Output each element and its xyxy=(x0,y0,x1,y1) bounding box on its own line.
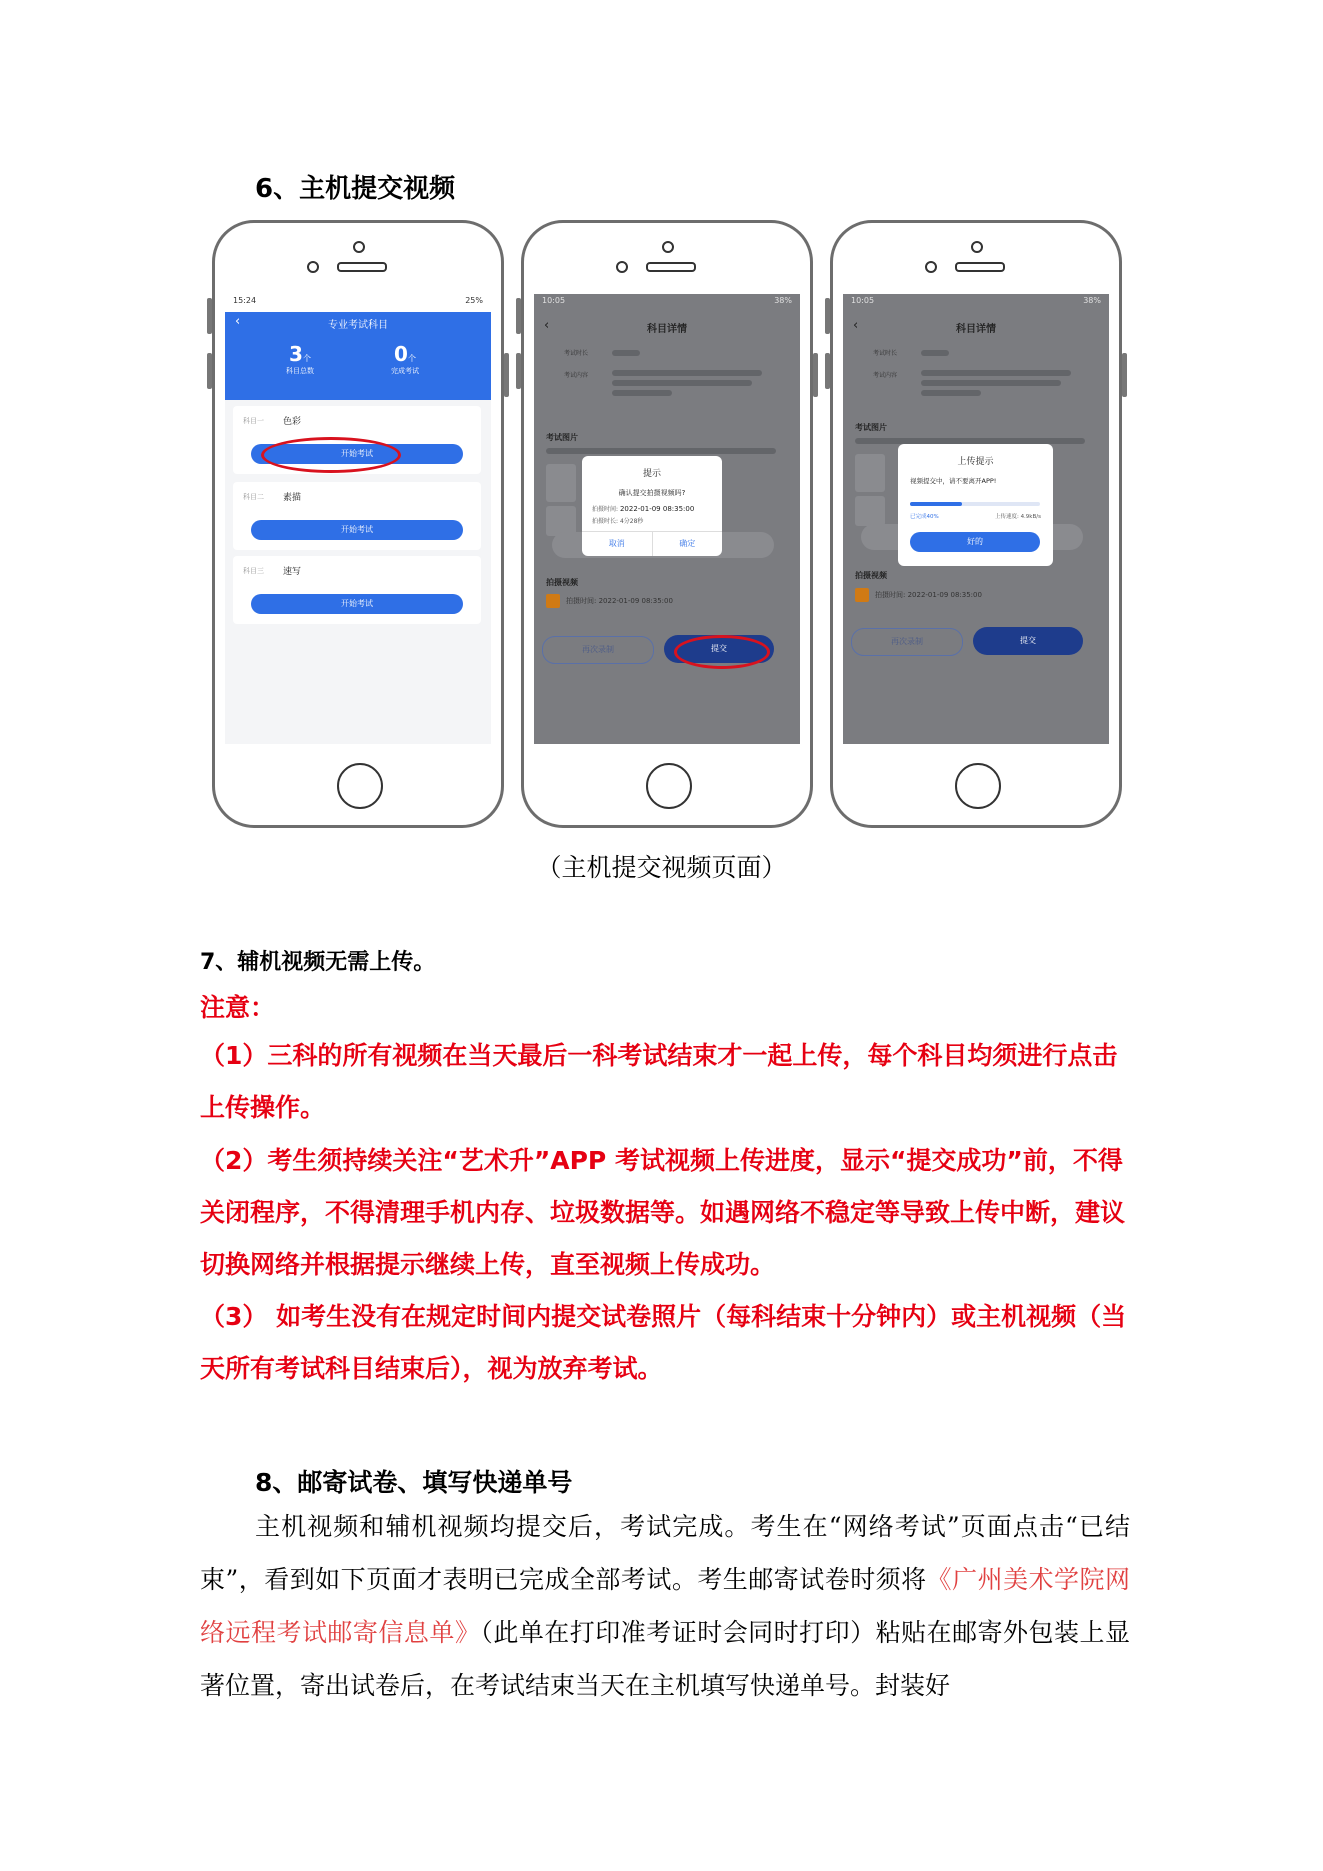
dialog-cancel-button[interactable]: 取消 xyxy=(582,532,653,556)
screen-subject-detail xyxy=(534,294,800,744)
section-8-paragraph xyxy=(200,1500,1130,1712)
done-count: 0 xyxy=(394,342,408,366)
battery-level: 38% xyxy=(1083,296,1101,305)
camera-icon xyxy=(662,241,674,253)
back-arrow-icon[interactable]: ‹ xyxy=(235,314,241,329)
dialog-length-label: 拍摄时长: xyxy=(592,518,619,525)
status-time: 15:24 xyxy=(233,296,257,305)
dialog-title: 上传提示 xyxy=(957,457,994,467)
start-exam-button[interactable]: 开始考试 xyxy=(251,444,463,464)
total-count: 3 xyxy=(289,342,303,366)
info-sheet-reference: 《广州美术学院网络远程考试邮寄信息单》 xyxy=(200,1565,1130,1647)
dialog-message: 视频提交中，请不要离开APP! xyxy=(910,477,997,485)
page-title: 科目详情 xyxy=(956,324,996,335)
page-title: 专业考试科目 xyxy=(328,320,388,331)
speed-label: 上传速度: xyxy=(994,514,1019,520)
dialog-message: 确认提交拍摄视频吗? xyxy=(618,489,686,497)
video-time-label: 拍摄时间: xyxy=(566,597,597,605)
section-6-title: 6、主机提交视频 xyxy=(255,174,456,204)
section-video: 拍摄视频 xyxy=(546,578,578,587)
video-row xyxy=(546,594,673,608)
total-unit: 个 xyxy=(302,354,311,363)
upload-progress-bar xyxy=(910,502,1040,506)
note-item-1: （1）三科的所有视频在当天最后一科考试结束才一起上传，每个科目均须进行点击上传操作。 xyxy=(200,1041,1118,1122)
section-exam-photos: 考试图片 xyxy=(855,423,887,432)
screen-subject-detail xyxy=(843,294,1109,744)
status-time: 10:05 xyxy=(851,296,875,305)
subject-name: 素描 xyxy=(283,493,302,503)
subject-name: 色彩 xyxy=(283,417,302,427)
subject-tag: 科目三 xyxy=(243,567,264,575)
ok-button[interactable]: 好的 xyxy=(910,532,1040,552)
note-title: 注意： xyxy=(200,993,276,1022)
header-panel xyxy=(225,294,491,400)
back-arrow-icon[interactable]: ‹ xyxy=(544,318,550,333)
subject-card xyxy=(233,482,481,550)
subject-card xyxy=(233,556,481,624)
video-time-label: 拍摄时间: xyxy=(875,591,906,599)
dialog-confirm-button[interactable]: 确定 xyxy=(679,539,696,548)
exam-duration-label: 考试时长 xyxy=(564,350,589,357)
status-bar xyxy=(534,294,800,312)
exam-duration-label: 考试时长 xyxy=(873,350,898,357)
submit-button[interactable]: 提交 xyxy=(973,627,1083,655)
camera-icon xyxy=(971,241,983,253)
done-label: 完成考试 xyxy=(391,367,419,375)
sensor-dot xyxy=(307,261,319,273)
note-item-2: （2）考生须持续关注“艺术升”APP 考试视频上传进度，显示“提交成功”前，不得关闭程序，不得清理手机内存、垃圾数据等。如遇网络不稳定等导致上传中断，建议切换网络并根据提示继续上传，直至视频上传成功。 xyxy=(200,1146,1126,1279)
speaker-grille xyxy=(955,262,1005,272)
section-8-title: 8、邮寄试卷、填写快递单号 xyxy=(255,1468,573,1497)
done-subjects-stat xyxy=(365,342,445,376)
camera-icon xyxy=(353,241,365,253)
nav-bar xyxy=(843,312,1109,342)
status-bar xyxy=(843,294,1109,312)
highlight-ring xyxy=(674,635,770,669)
total-label: 科目总数 xyxy=(286,367,314,375)
battery-level: 25% xyxy=(465,296,483,305)
dialog-title: 提示 xyxy=(642,469,661,479)
home-button xyxy=(955,763,1001,809)
page-title: 科目详情 xyxy=(647,324,687,335)
status-bar xyxy=(225,294,491,312)
home-button xyxy=(646,763,692,809)
highlight-ring xyxy=(261,437,401,473)
paragraph-text: （此单在打印准考证时会同时打印）粘贴在邮寄外包装上显著位置，寄出试卷后，在考试结束当天在主机填写快递单号。封装好 xyxy=(200,1618,1130,1700)
record-again-button[interactable]: 再次录制 xyxy=(542,636,654,664)
subject-tag: 科目二 xyxy=(243,493,264,501)
exam-content-label: 考试内容 xyxy=(564,372,589,379)
status-time: 10:05 xyxy=(542,296,566,305)
video-play-icon[interactable] xyxy=(546,594,560,608)
section-video: 拍摄视频 xyxy=(855,571,887,580)
submit-button[interactable]: 提交 xyxy=(664,635,774,663)
done-unit: 个 xyxy=(407,354,416,363)
confirm-dialog xyxy=(582,456,722,556)
speaker-grille xyxy=(646,262,696,272)
note-item-3: （3） 如考生没有在规定时间内提交试卷照片（每科结束十分钟内）或主机视频（当天所有考试科目结束后），视为放弃考试。 xyxy=(200,1302,1127,1383)
exam-content-label: 考试内容 xyxy=(873,372,898,379)
upload-progress-fill xyxy=(910,502,962,506)
dialog-time-label: 拍摄时间: xyxy=(592,506,619,513)
video-time: 2022-01-09 08:35:00 xyxy=(598,597,673,605)
record-again-button[interactable]: 再次录制 xyxy=(851,628,963,656)
paragraph-text: 主机视频和辅机视频均提交后，考试完成。考生在“网络考试”页面点击“已结束”，看到如下页面才表明已完成全部考试。考生邮寄试卷时须将 xyxy=(200,1512,1130,1594)
upload-speed: 4.9kB/s xyxy=(1020,514,1041,520)
sensor-dot xyxy=(925,261,937,273)
video-play-icon[interactable] xyxy=(855,588,869,602)
speaker-grille xyxy=(337,262,387,272)
phone-mockup-upload-progress xyxy=(830,220,1122,828)
video-row xyxy=(855,588,982,602)
section-exam-photos: 考试图片 xyxy=(546,433,578,442)
dialog-time: 2022-01-09 08:35:00 xyxy=(619,505,695,513)
back-arrow-icon[interactable]: ‹ xyxy=(853,318,859,333)
sensor-dot xyxy=(616,261,628,273)
video-time: 2022-01-09 08:35:00 xyxy=(907,591,982,599)
phone-mockup-subject-list xyxy=(212,220,504,828)
home-button xyxy=(337,763,383,809)
progress-label: 已完成40% xyxy=(910,514,939,520)
screen-subject-list xyxy=(225,294,491,744)
dialog-length: 4分28秒 xyxy=(619,518,644,525)
start-exam-button[interactable]: 开始考试 xyxy=(251,594,463,614)
total-subjects-stat xyxy=(260,342,340,376)
start-exam-button[interactable]: 开始考试 xyxy=(251,520,463,540)
subject-name: 速写 xyxy=(283,567,302,577)
subject-tag: 科目一 xyxy=(243,417,264,425)
battery-level: 38% xyxy=(774,296,792,305)
section-7-title: 7、辅机视频无需上传。 xyxy=(200,950,436,975)
figure-caption: （主机提交视频页面） xyxy=(536,853,787,882)
nav-bar xyxy=(534,312,800,342)
phone-mockup-confirm-dialog xyxy=(521,220,813,828)
upload-dialog xyxy=(898,444,1053,566)
